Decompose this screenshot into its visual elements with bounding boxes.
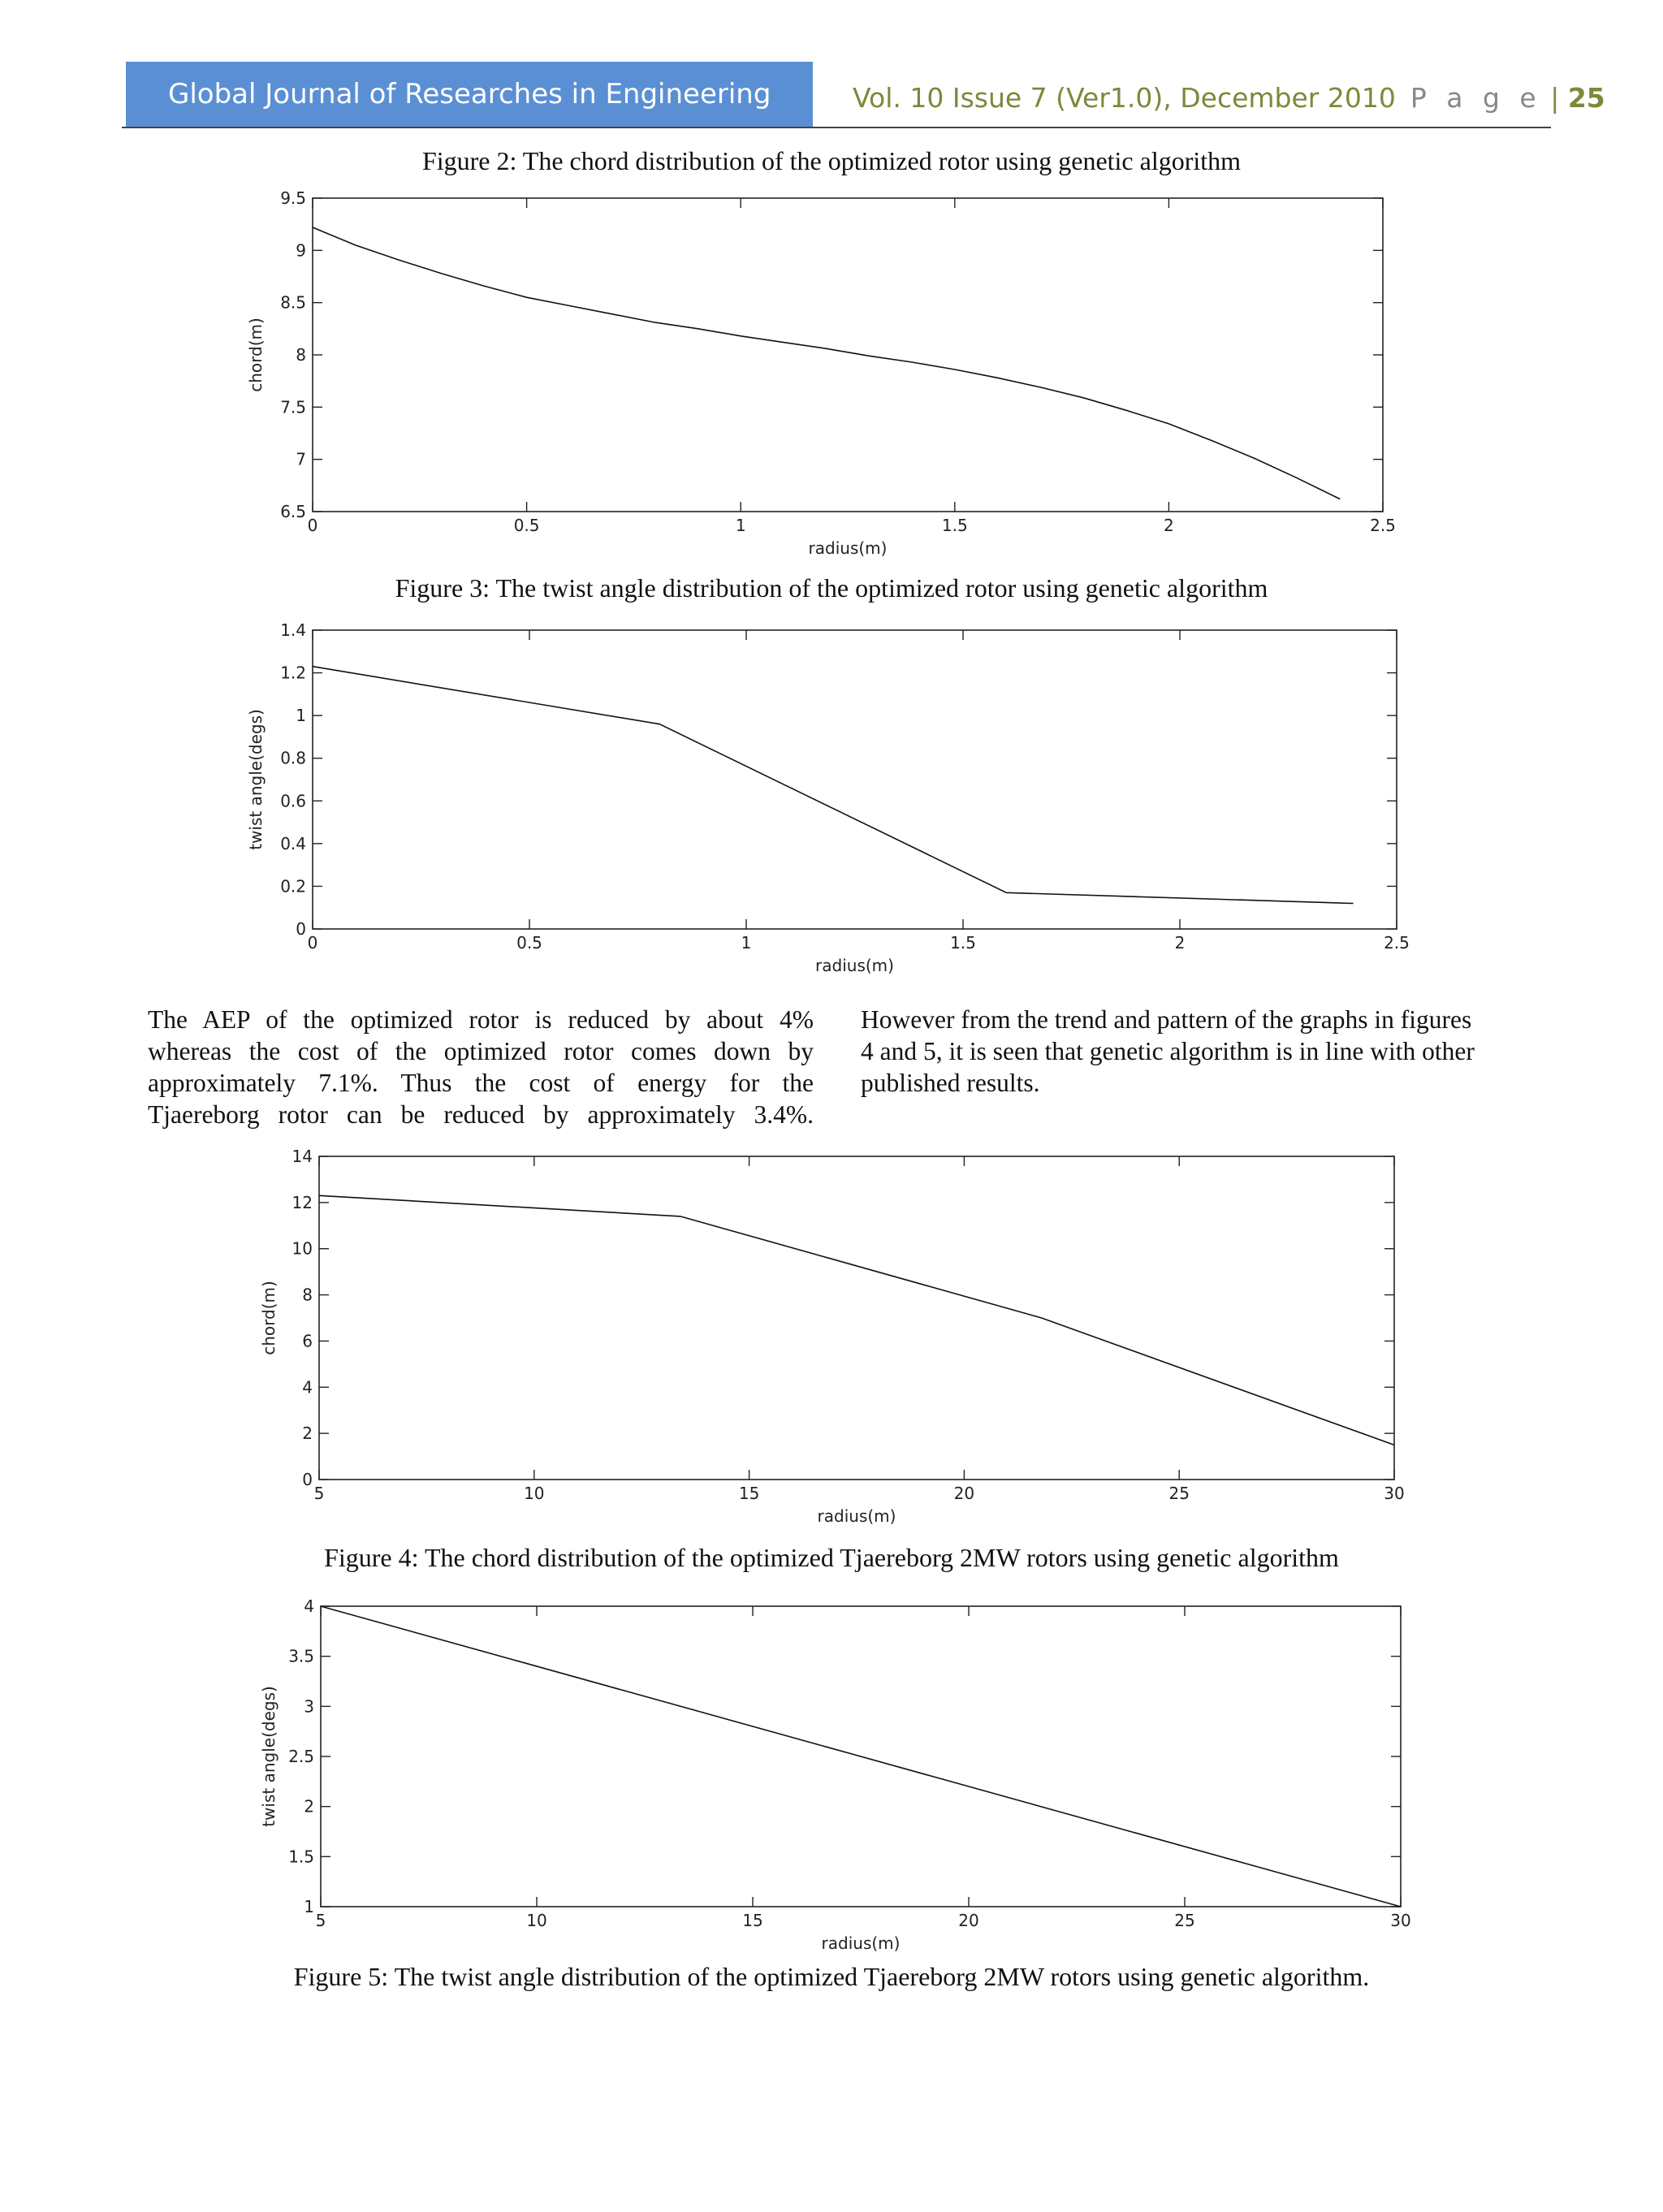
y-tick-label: 0.8 — [280, 748, 306, 768]
y-tick-label: 2.5 — [288, 1747, 314, 1766]
y-tick-label: 9 — [296, 240, 306, 261]
x-tick-label: 25 — [1174, 1911, 1195, 1930]
x-tick-label: 10 — [526, 1911, 547, 1930]
figure-5-caption: Figure 5: The twist angle distribution of the optimized Tjaereborg 2MW rotors using genetic algorithm. — [293, 1962, 1370, 1991]
x-axis-label: radius(m) — [817, 1506, 896, 1526]
x-tick-label: 30 — [1384, 1484, 1405, 1503]
issue-label: Vol. 10 Issue 7 (Ver1.0), December 2010 — [853, 82, 1396, 114]
y-tick-label: 0.6 — [280, 791, 306, 811]
y-tick-label: 7.5 — [280, 397, 306, 417]
y-tick-label: 8 — [302, 1285, 313, 1305]
x-tick-label: 5 — [313, 1484, 325, 1503]
x-tick-label: 2.5 — [1384, 933, 1410, 953]
series-line — [321, 1606, 1401, 1907]
y-tick-label: 4 — [302, 1377, 313, 1398]
x-axis-label: radius(m) — [815, 956, 894, 975]
x-tick-label: 0 — [307, 933, 318, 953]
y-tick-label: 1 — [296, 706, 306, 726]
figure-3-caption: Figure 3: The twist angle distribution of the optimized rotor using genetic algorithm — [395, 573, 1268, 603]
y-axis-label: twist angle(degs) — [246, 709, 266, 850]
y-tick-label: 8 — [296, 345, 306, 365]
y-tick-label: 0 — [302, 1470, 313, 1489]
y-tick-label: 10 — [292, 1238, 313, 1259]
left-line-1: The AEP of the optimized rotor is reduced by about 4% — [148, 1005, 814, 1034]
y-tick-label: 0.4 — [280, 833, 306, 853]
left-line-2: whereas the cost of the optimized rotor comes down by — [148, 1037, 814, 1065]
x-axis-label: radius(m) — [808, 538, 888, 558]
right-paragraph — [861, 1004, 1527, 1099]
x-tick-label: 15 — [742, 1911, 763, 1930]
y-axis-label: chord(m) — [246, 318, 266, 392]
y-tick-label: 8.5 — [280, 292, 306, 313]
right-line-1: However from the trend and pattern of the graphs in figures — [861, 1005, 1472, 1034]
series-line — [313, 227, 1340, 499]
x-tick-label: 0.5 — [516, 933, 542, 953]
y-axis-label: twist angle(degs) — [259, 1686, 279, 1827]
header-rule — [122, 127, 1551, 128]
x-tick-label: 20 — [953, 1484, 975, 1503]
y-tick-label: 7 — [296, 449, 306, 469]
issue-info — [853, 62, 1605, 127]
x-tick-label: 0 — [307, 516, 318, 535]
page-separator: | — [1550, 82, 1560, 114]
y-tick-label: 3.5 — [288, 1646, 314, 1666]
x-tick-label: 10 — [524, 1484, 545, 1503]
left-line-3: approximately 7.1%. Thus the cost of energy for the — [148, 1069, 814, 1097]
page-label: P a g e — [1410, 82, 1542, 114]
y-tick-label: 2 — [304, 1796, 314, 1817]
journal-title-banner — [126, 62, 813, 127]
left-paragraph — [148, 1004, 814, 1130]
journal-title: Global Journal of Researches in Engineering — [168, 78, 771, 110]
y-tick-label: 4 — [304, 1596, 314, 1616]
figure-4-chart — [0, 1137, 1663, 1543]
figure-3-chart — [0, 611, 1663, 1017]
y-tick-label: 3 — [304, 1696, 314, 1717]
page-number: 25 — [1567, 82, 1605, 114]
series-line — [313, 667, 1354, 904]
x-tick-label: 1.5 — [950, 933, 976, 953]
x-tick-label: 1 — [741, 933, 752, 953]
series-line — [319, 1195, 1394, 1445]
y-tick-label: 6.5 — [280, 502, 306, 521]
y-tick-label: 1.2 — [280, 663, 306, 683]
right-line-3: published results. — [861, 1069, 1040, 1097]
plot-frame — [313, 198, 1383, 512]
figure-4-caption: Figure 4: The chord distribution of the optimized Tjaereborg 2MW rotors using genetic algorithm — [324, 1543, 1339, 1572]
y-tick-label: 9.5 — [280, 188, 306, 208]
x-tick-label: 2 — [1164, 516, 1174, 535]
y-tick-label: 0 — [296, 919, 306, 939]
x-tick-label: 1 — [735, 516, 746, 535]
figure-5-chart — [0, 1583, 1663, 1990]
x-tick-label: 20 — [958, 1911, 979, 1930]
x-tick-label: 15 — [738, 1484, 760, 1503]
y-axis-label: chord(m) — [259, 1281, 279, 1355]
figure-2-caption: Figure 2: The chord distribution of the optimized rotor using genetic algorithm — [421, 146, 1242, 175]
y-tick-label: 1.4 — [280, 620, 306, 640]
x-tick-label: 2.5 — [1370, 516, 1396, 535]
x-tick-label: 30 — [1390, 1911, 1411, 1930]
x-tick-label: 25 — [1168, 1484, 1190, 1503]
plot-frame — [313, 630, 1397, 929]
y-tick-label: 14 — [292, 1147, 313, 1166]
x-tick-label: 1.5 — [941, 516, 968, 535]
y-tick-label: 0.2 — [280, 876, 306, 896]
right-line-2: 4 and 5, it is seen that genetic algorithm is in line with other — [861, 1037, 1475, 1065]
y-tick-label: 1.5 — [288, 1847, 314, 1867]
x-tick-label: 2 — [1174, 933, 1186, 953]
y-tick-label: 2 — [302, 1424, 313, 1444]
x-axis-label: radius(m) — [821, 1933, 901, 1953]
y-tick-label: 12 — [292, 1192, 313, 1212]
y-tick-label: 1 — [304, 1897, 314, 1916]
left-line-4: Tjaereborg rotor can be reduced by approximately 3.4%. — [148, 1100, 814, 1129]
x-tick-label: 0.5 — [513, 516, 540, 535]
x-tick-label: 5 — [315, 1911, 326, 1930]
y-tick-label: 6 — [302, 1331, 313, 1351]
